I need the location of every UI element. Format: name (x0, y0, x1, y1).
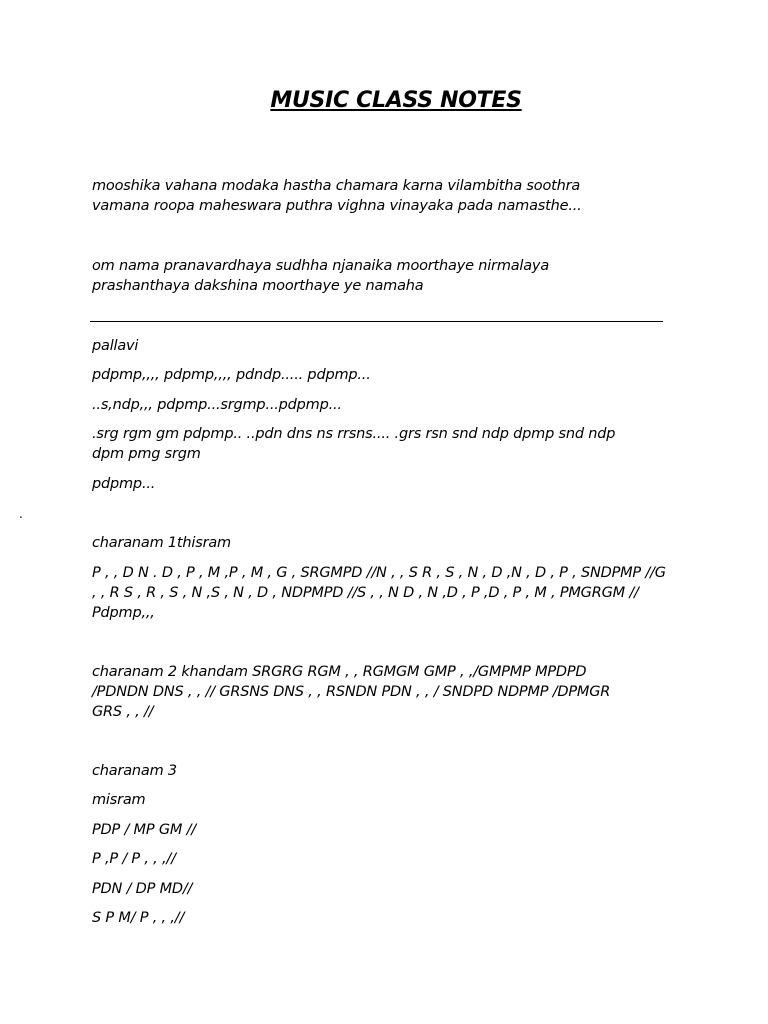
charanam3-heading: charanam 3 (92, 763, 177, 779)
charanam3-line2: P ,P / P , , ,// (92, 851, 176, 867)
charanam1-line2: , , R S , R , S , N ,S , N , D , NDPMPD //S , , N D , N ,D , P ,D , P , M , PMGRGM // (92, 585, 639, 601)
sloka1-line1: mooshika vahana modaka hastha chamara karna vilambitha soothra (92, 178, 581, 194)
pallavi-line4: dpm pmg srgm (92, 446, 201, 462)
charanam2-line2: /PDNDN DNS , , // GRSNS DNS , , RSNDN PDN , , / SNDPD NDPMP /DPMGR (92, 684, 611, 700)
charanam2-line3: GRS , , // (92, 704, 154, 720)
charanam3-line3: PDN / DP MD// (92, 881, 193, 897)
charanam1-heading: charanam 1thisram (92, 535, 231, 551)
sloka1-line2: vamana roopa maheswara puthra vighna vinayaka pada namasthe... (92, 198, 582, 214)
charanam1-line1: P , , D N . D , P , M ,P , M , G , SRGMPD //N , , S R , S , N , D ,N , D , P , SNDPMP //G (92, 565, 666, 581)
horizontal-divider (90, 321, 663, 322)
charanam3-line1: PDP / MP GM // (92, 822, 196, 838)
stray-mark: . (19, 507, 23, 521)
page-title: MUSIC CLASS NOTES (270, 88, 522, 113)
charanam3-subheading: misram (92, 792, 146, 808)
sloka2-line1: om nama pranavardhaya sudhha njanaika moorthaye nirmalaya (92, 258, 550, 274)
pallavi-line2: ..s,ndp,,, pdpmp...srgmp...pdpmp... (92, 397, 342, 413)
pallavi-heading: pallavi (92, 338, 139, 354)
charanam3-line4: S P M/ P , , ,// (92, 910, 185, 926)
pallavi-line5: pdpmp... (92, 476, 156, 492)
charanam1-line3: Pdpmp,,, (92, 605, 155, 621)
charanam2-line1: charanam 2 khandam SRGRG RGM , , RGMGM GMP , ,/GMPMP MPDPD (92, 664, 587, 680)
sloka2-line2: prashanthaya dakshina moorthaye ye namaha (92, 278, 424, 294)
pallavi-line1: pdpmp,,,, pdpmp,,,, pdndp..... pdpmp... (92, 367, 371, 383)
pallavi-line3: .srg rgm gm pdpmp.. ..pdn dns ns rrsns.... .grs rsn snd ndp dpmp snd ndp (92, 426, 616, 442)
